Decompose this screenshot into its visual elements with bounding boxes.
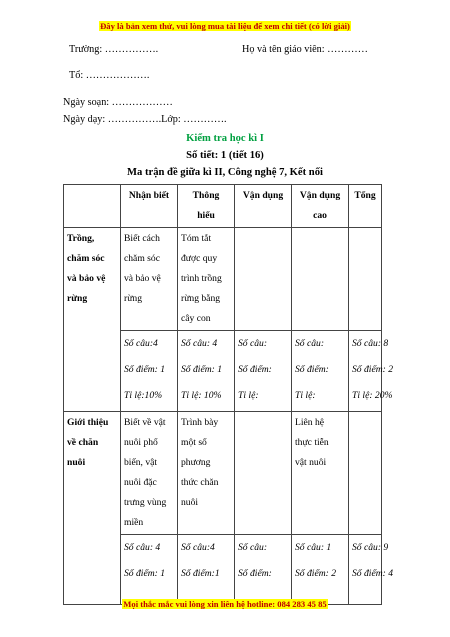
group-field: Tổ: ………………. [69,70,150,81]
stat-cell: Số câu: 9 Số điểm: 4 [349,535,382,605]
hotline-banner [0,599,450,609]
content-cell [235,228,292,331]
exam-title: Kiểm tra học kì I [186,133,264,144]
header-recognition: Nhận biết [121,185,178,228]
matrix-title: Ma trận đề giữa kì II, Công nghệ 7, Kết nối [127,167,323,178]
content-cell [349,412,382,535]
stat-cell: Số câu:4 Số điểm:1 [178,535,235,605]
lesson-number: Số tiết: 1 (tiết 16) [186,150,264,161]
teacher-field: Họ và tên giáo viên: ………… [242,44,368,55]
header-high-application: Vận dụng cao [292,185,349,228]
table-row [64,228,382,331]
stat-cell: Số câu: 8 Số điểm: 2 Tỉ lệ: 20% [349,331,382,412]
header-total: Tổng [349,185,382,228]
header-understanding: Thông hiểu [178,185,235,228]
content-cell [292,228,349,331]
school-field: Trường: ……………. [69,44,159,55]
stat-cell: Số câu: Số điểm: [235,535,292,605]
stat-cell: Số câu: Số điểm: Tỉ lệ: [292,331,349,412]
content-cell: Trình bày một số phương thức chăn nuôi [178,412,235,535]
table-row [64,412,382,535]
stat-cell: Số câu: Số điểm: Tỉ lệ: [235,331,292,412]
header-row [64,185,382,228]
stat-cell: Số câu:4 Số điểm: 1 Tỉ lệ:10% [121,331,178,412]
header-empty [64,185,121,228]
teach-date-field: Ngày dạy: …………….Lớp: …………. [63,114,227,125]
content-cell [235,412,292,535]
topic-forestry: Trồng, chăm sóc và bảo vệ rừng [64,228,121,412]
preview-notice-banner [0,21,450,31]
header-application: Vận dụng [235,185,292,228]
stat-cell: Số câu: 4 Số điểm: 1 Tỉ lệ: 10% [178,331,235,412]
content-cell: Biết cách chăm sóc và bảo vệ rừng [121,228,178,331]
content-cell: Biết về vật nuôi phổ biến, vật nuôi đặc trưng vùng miền [121,412,178,535]
preview-notice-text: Đây là bản xem thử, vui lòng mua tài liệu để xem chi tiết (có lời giải) [100,21,350,31]
hotline-text: Mọi thắc mắc vui lòng xin liên hệ hotline: 084 283 45 85 [123,599,327,609]
prep-date-field: Ngày soạn: ……………… [63,97,173,108]
stat-cell: Số câu: 1 Số điểm: 2 [292,535,349,605]
stat-cell: Số câu: 4 Số điểm: 1 [121,535,178,605]
content-cell [349,228,382,331]
exam-matrix-table [63,184,394,605]
topic-livestock: Giới thiệu về chăn nuôi [64,412,121,605]
content-cell: Tóm tắt được quy trình trồng rừng bằng cây con [178,228,235,331]
content-cell: Liên hệ thực tiễn vật nuôi [292,412,349,535]
